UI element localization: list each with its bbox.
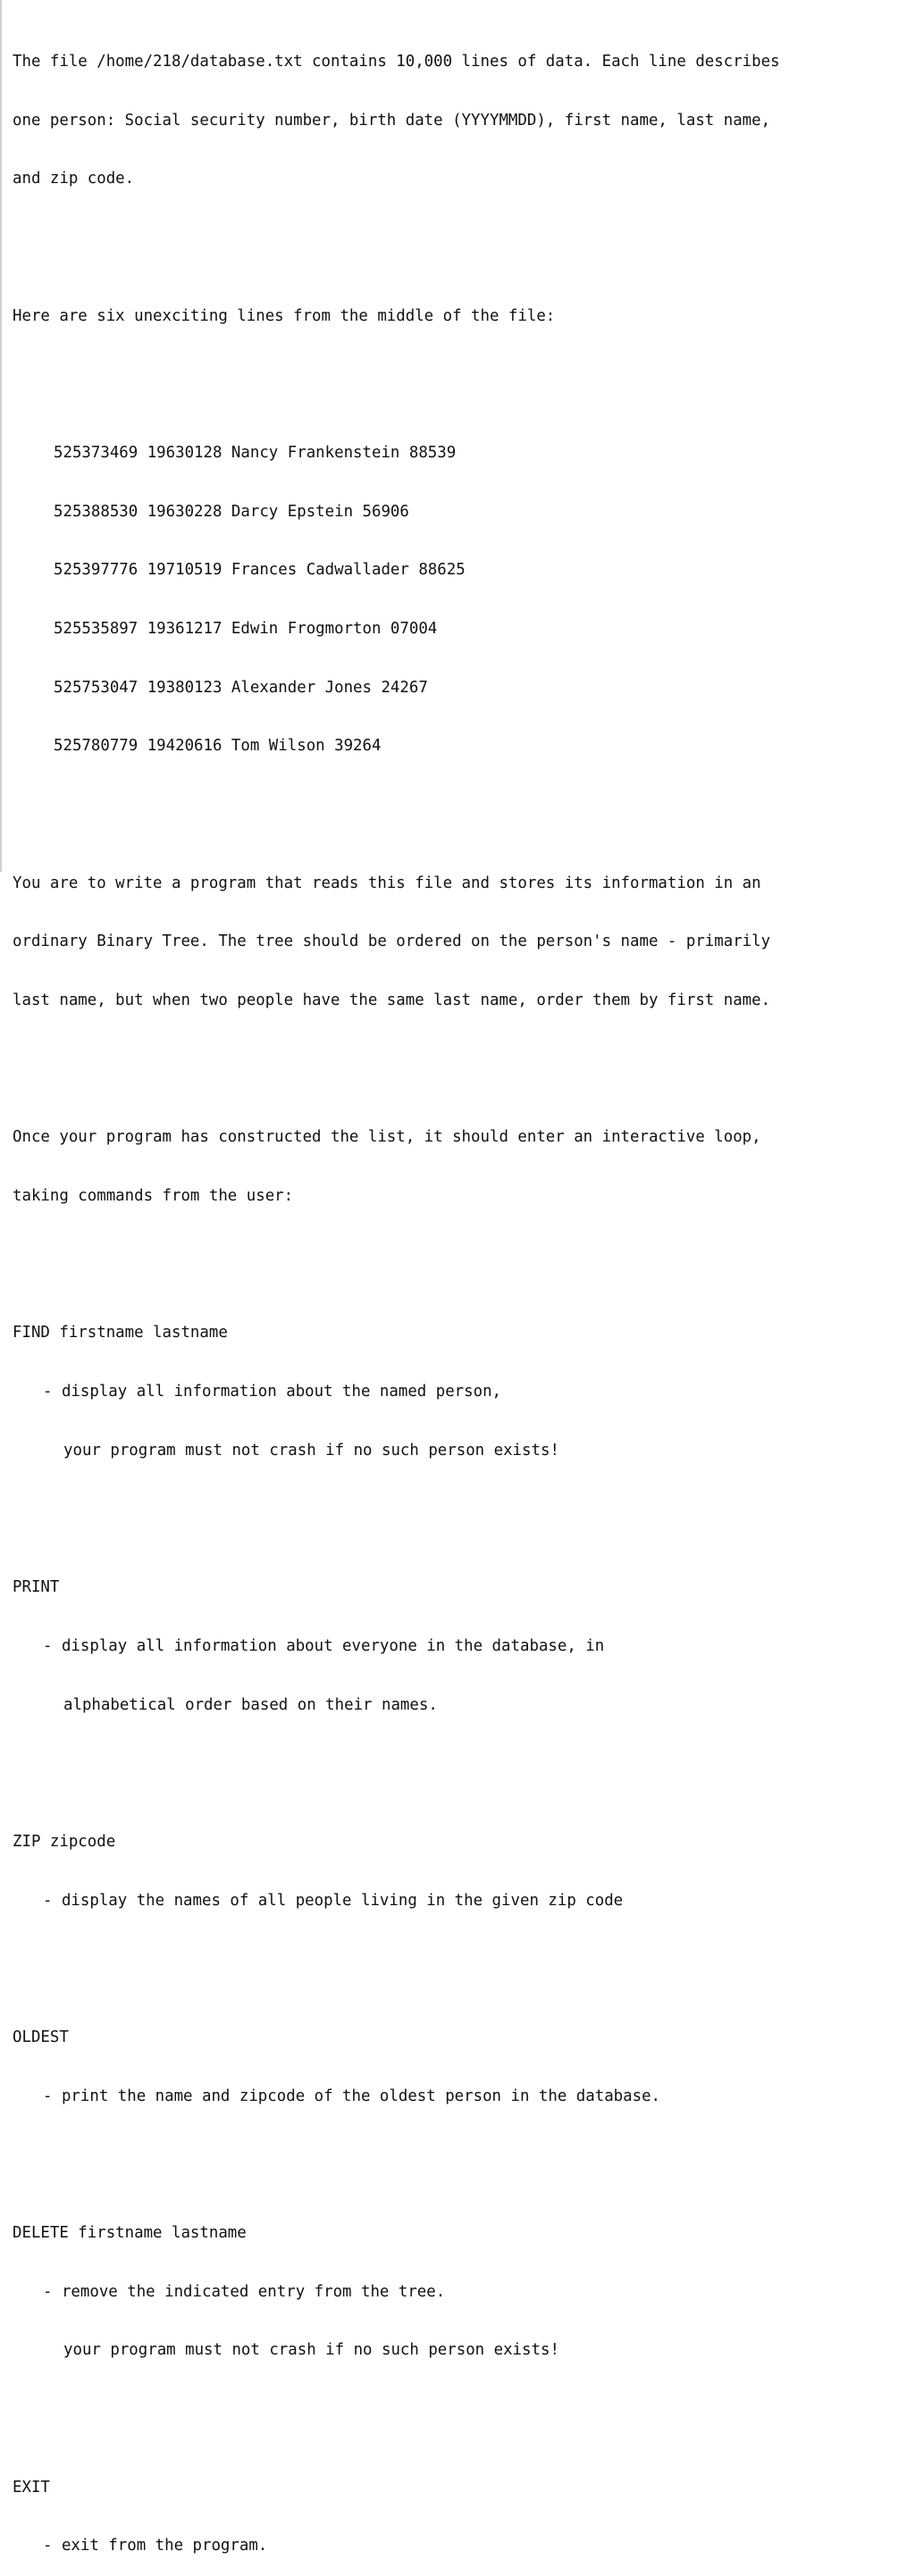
command-exit-syntax: EXIT <box>13 2478 50 2497</box>
sample-data-line: 525388530 19630228 Darcy Epstein 56906 <box>54 502 409 521</box>
task-line: last name, but when two people have the same last name, order them by first name. <box>13 991 771 1010</box>
command-delete-syntax: DELETE firstname lastname <box>13 2223 247 2242</box>
command-oldest-syntax: OLDEST <box>13 2028 69 2046</box>
sample-heading: Here are six unexciting lines from the middle of the file: <box>13 306 556 325</box>
command-print-syntax: PRINT <box>13 1578 60 1597</box>
intro-line: The file /home/218/database.txt contains 10,000 lines of data. Each line describes <box>13 52 780 71</box>
command-delete-note: your program must not crash if no such person exists! <box>63 2341 559 2360</box>
assignment-document <box>13 13 906 2576</box>
sample-data-line: 525535897 19361217 Edwin Frogmorton 07004 <box>54 619 438 638</box>
command-print-description: - display all information about everyone in the database, in <box>43 1636 605 1655</box>
command-print-note: alphabetical order based on their names. <box>63 1695 438 1714</box>
left-border <box>0 0 2 872</box>
blank-line <box>13 1246 906 1266</box>
blank-line <box>13 2145 906 2165</box>
sample-data-line: 525373469 19630128 Nancy Frankenstein 88539 <box>54 443 457 462</box>
sample-data-line: 525397776 19710519 Frances Cadwallader 88625 <box>54 561 466 580</box>
task-line: ordinary Binary Tree. The tree should be ordered on the person's name - primarily <box>13 933 771 951</box>
command-find-note: your program must not crash if no such person exists! <box>63 1441 559 1459</box>
blank-line <box>13 2400 906 2420</box>
sample-data-line: 525753047 19380123 Alexander Jones 24267 <box>54 678 428 697</box>
blank-line <box>13 1050 906 1070</box>
blank-line <box>13 1501 906 1520</box>
command-exit-description: - exit from the program. <box>43 2537 268 2555</box>
loop-intro-line: taking commands from the user: <box>13 1187 294 1206</box>
intro-line: one person: Social security number, birth date (YYYYMMDD), first name, last name, <box>13 111 771 130</box>
command-oldest-description: - print the name and zipcode of the oldest person in the database. <box>43 2087 661 2105</box>
command-zip-syntax: ZIP zipcode <box>13 1832 116 1851</box>
blank-line <box>13 1754 906 1774</box>
blank-line <box>13 229 906 248</box>
command-find-syntax: FIND firstname lastname <box>13 1324 228 1342</box>
command-find-description: - display all information about the named person, <box>43 1383 502 1401</box>
blank-line <box>13 796 906 815</box>
task-line: You are to write a program that reads this file and stores its information in an <box>13 874 761 892</box>
blank-line <box>13 365 906 385</box>
sample-data-line: 525780779 19420616 Tom Wilson 39264 <box>54 737 382 756</box>
blank-line <box>13 1950 906 1970</box>
loop-intro-line: Once your program has constructed the list, it should enter an interactive loop, <box>13 1128 761 1147</box>
intro-line: and zip code. <box>13 170 135 188</box>
command-delete-description: - remove the indicated entry from the tree. <box>43 2282 446 2301</box>
command-zip-description: - display the names of all people living in the given zip code <box>43 1891 624 1910</box>
